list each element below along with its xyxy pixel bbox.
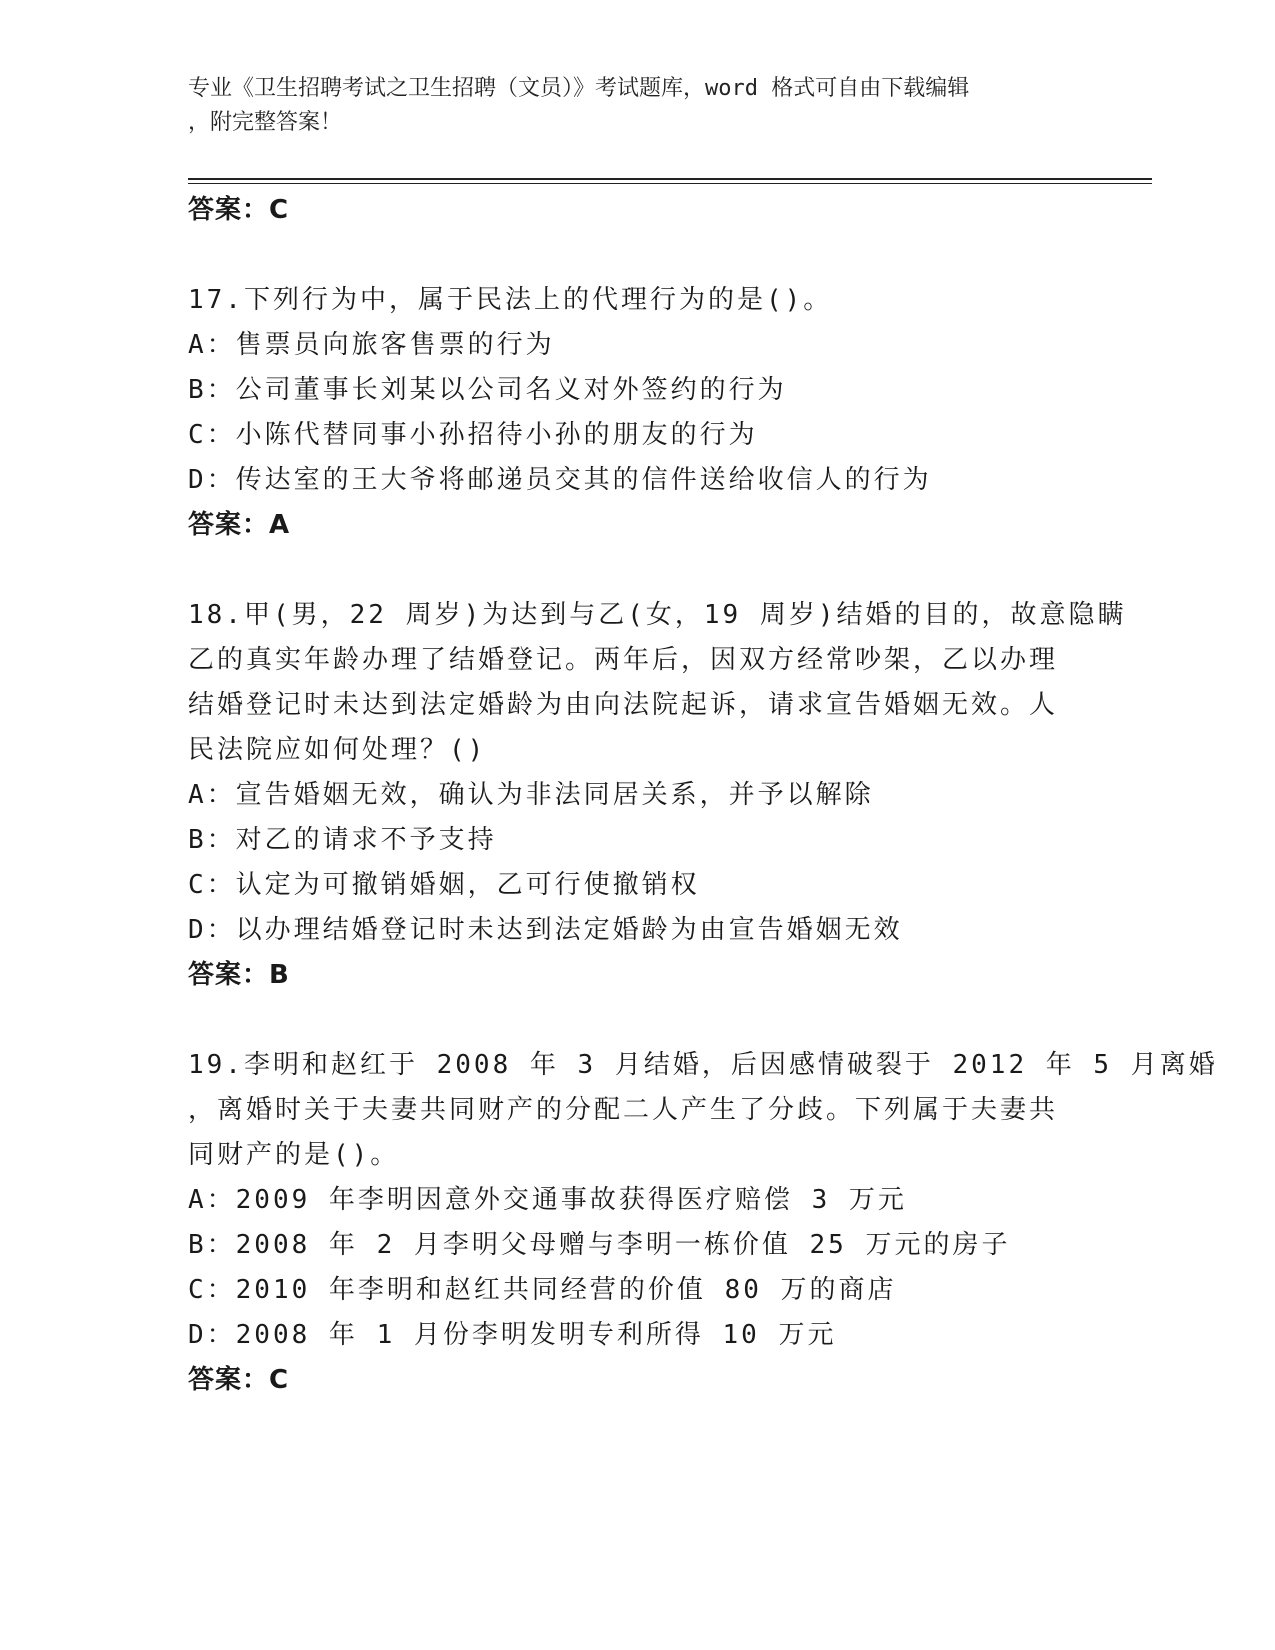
question-stem: 结婚登记时未达到法定婚龄为由向法院起诉，请求宣告婚姻无效。人 xyxy=(188,690,1059,720)
question-stem: 民法院应如何处理？() xyxy=(188,735,487,765)
question-option: D：以办理结婚登记时未达到法定婚龄为由宣告婚姻无效 xyxy=(188,915,903,945)
question-option: D：2008 年 1 月份李明发明专利所得 10 万元 xyxy=(188,1320,837,1350)
header-divider xyxy=(188,183,1152,184)
answer-line: 答案：B xyxy=(188,960,290,990)
question-option: B：2008 年 2 月李明父母赠与李明一栋价值 25 万元的房子 xyxy=(188,1230,1011,1260)
header-line: ，附完整答案！ xyxy=(188,110,343,135)
question-block xyxy=(188,593,1127,998)
question-stem: 19.李明和赵红于 2008 年 3 月结婚，后因感情破裂于 2012 年 5 月离婚 xyxy=(188,1050,1218,1080)
question-option: C：小陈代替同事小孙招待小孙的朋友的行为 xyxy=(188,420,758,450)
header-line: 专业《卫生招聘考试之卫生招聘（文员）》考试题库，word 格式可自由下载编辑 xyxy=(188,76,970,101)
question-stem: 同财产的是()。 xyxy=(188,1140,400,1170)
question-option: D：传达室的王大爷将邮递员交其的信件送给收信人的行为 xyxy=(188,465,932,495)
question-option: C：2010 年李明和赵红共同经营的价值 80 万的商店 xyxy=(188,1275,897,1305)
question-stem: 17.下列行为中，属于民法上的代理行为的是()。 xyxy=(188,285,833,315)
question-option: A：2009 年李明因意外交通事故获得医疗赔偿 3 万元 xyxy=(188,1185,907,1215)
document-header xyxy=(188,72,1068,140)
question-block xyxy=(188,1043,1218,1403)
question-stem: 乙的真实年龄办理了结婚登记。两年后，因双方经常吵架，乙以办理 xyxy=(188,645,1059,675)
question-stem: ，离婚时关于夫妻共同财产的分配二人产生了分歧。下列属于夫妻共 xyxy=(188,1095,1059,1125)
question-stem: 18.甲(男，22 周岁)为达到与乙(女，19 周岁)结婚的目的，故意隐瞒 xyxy=(188,600,1127,630)
answer-line: 答案：C xyxy=(188,195,290,225)
question-list xyxy=(188,188,1218,1403)
question-block xyxy=(188,278,1088,548)
question-option: B：对乙的请求不予支持 xyxy=(188,825,497,855)
header-divider xyxy=(188,178,1152,180)
question-option: B：公司董事长刘某以公司名义对外签约的行为 xyxy=(188,375,787,405)
answer-line: 答案：C xyxy=(188,1365,290,1395)
question-option: A：售票员向旅客售票的行为 xyxy=(188,330,555,360)
question-option: A：宣告婚姻无效，确认为非法同居关系，并予以解除 xyxy=(188,780,874,810)
answer-line: 答案：A xyxy=(188,510,291,540)
question-option: C：认定为可撤销婚姻，乙可行使撤销权 xyxy=(188,870,700,900)
